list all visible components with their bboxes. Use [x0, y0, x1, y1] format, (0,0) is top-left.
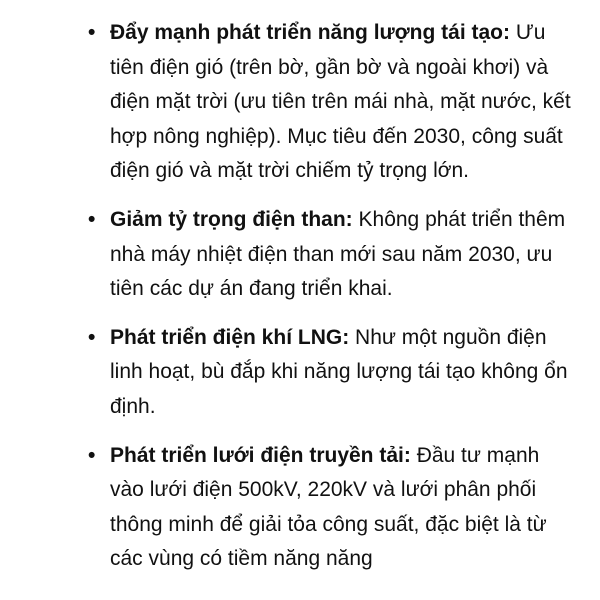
list-item-text: Như một nguồn điện linh hoạt, bù đắp khi năng lượng tái tạo không ổn định.	[110, 325, 568, 418]
list-item-title: Giảm tỷ trọng điện than:	[110, 207, 353, 231]
bullet-icon: •	[88, 21, 96, 44]
list-item-coal-power	[88, 203, 576, 307]
list-item-text: Ưu tiên điện gió (trên bờ, gần bờ và ngoài khơi) và điện mặt trời (ưu tiên trên mái nhà, mặt nước, kết hợp nông nghiệp). Mục tiêu đến 2030, công suất điện gió và mặt trời chiếm tỷ trọng lớn.	[110, 21, 571, 183]
bullet-icon: •	[88, 325, 96, 349]
list-item-title: Phát triển lưới điện truyền tải:	[110, 443, 411, 467]
list-item-text: Đầu tư mạnh vào lưới điện 500kV, 220kV và lưới phân phối thông minh để giải tỏa công suất, đặc biệt là từ các vùng có tiềm năng năng	[110, 443, 547, 571]
bullet-list	[88, 16, 576, 591]
bullet-icon: •	[88, 207, 96, 231]
list-item-title: Phát triển điện khí LNG:	[110, 325, 350, 349]
bullet-icon: •	[88, 443, 96, 467]
list-item-text: Không phát triển thêm nhà máy nhiệt điện than mới sau năm 2030, ưu tiên các dự án đang triển khai.	[110, 207, 566, 301]
list-item-lng-power	[88, 321, 576, 425]
list-item-renewable-energy	[88, 16, 576, 189]
list-item-transmission-grid	[88, 439, 576, 577]
list-item-title: Đẩy mạnh phát triển năng lượng tái tạo:	[110, 21, 510, 44]
